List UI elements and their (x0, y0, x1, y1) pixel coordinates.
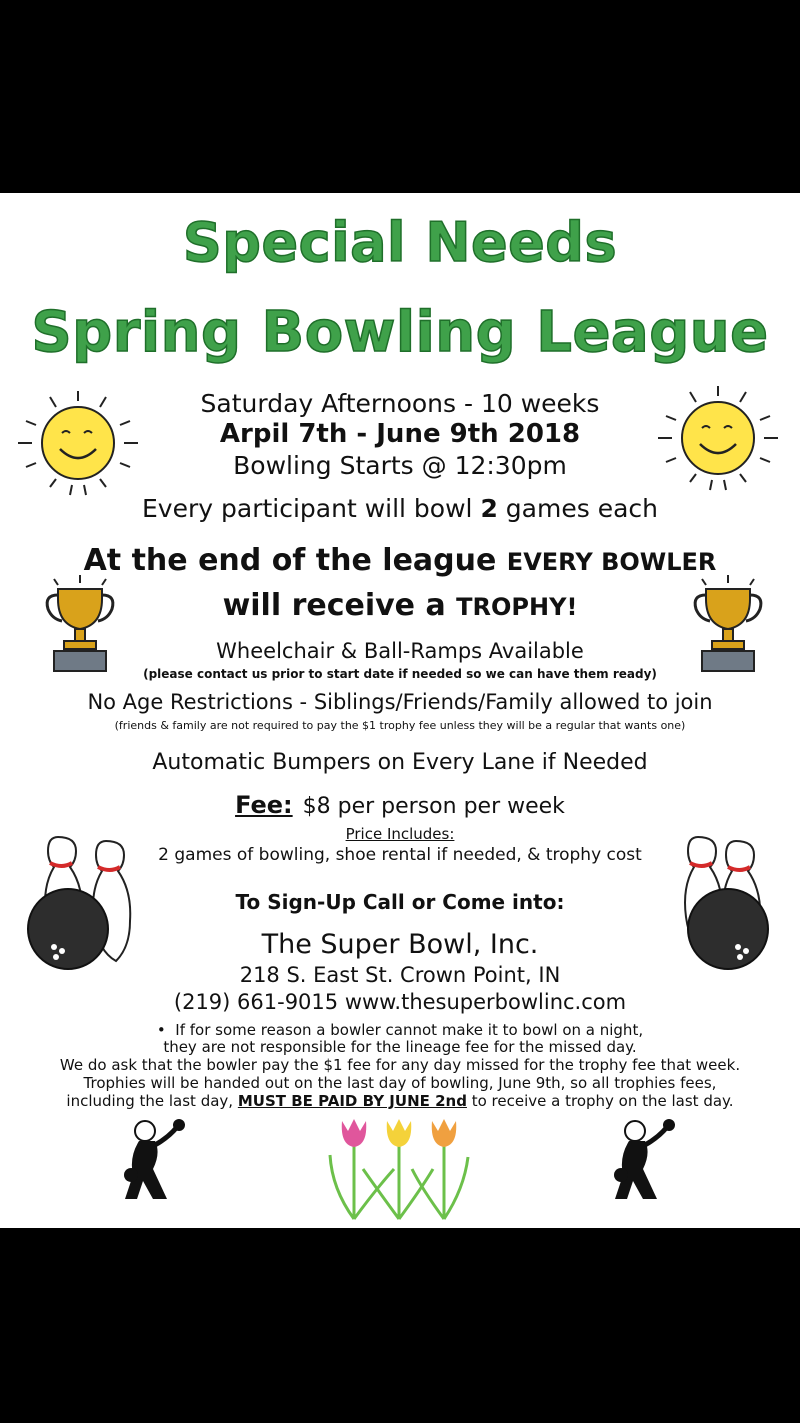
trophy-headline-2b: TROPHY! (456, 593, 578, 621)
trophy-headline-2a: will receive a (222, 588, 446, 623)
schedule-days: Saturday Afternoons - 10 weeks (200, 389, 600, 418)
note-line-5a: including the last day, (66, 1092, 234, 1110)
schedule-start-time: Bowling Starts @ 12:30pm (233, 451, 567, 480)
signup-heading: To Sign-Up Call or Come into: (235, 890, 565, 914)
note-line-3: We do ask that the bowler pay the $1 fee for any day missed for the trophy fee that week. (59, 1056, 741, 1074)
business-name: The Super Bowl, Inc. (261, 929, 539, 960)
note-line-1-text: If for some reason a bowler cannot make it to bowl on a night, (175, 1021, 644, 1039)
schedule-dates: Arpil 7th - June 9th 2018 (219, 419, 581, 449)
note-line-2: they are not responsible for the lineage fee for the missed day. (163, 1038, 637, 1056)
note-line-5 (0, 1093, 800, 1109)
games-suffix: games each (505, 494, 658, 523)
business-contact: (219) 661-9015 www.thesuperbowlinc.com (173, 990, 627, 1014)
note-line-1 (0, 1022, 800, 1038)
trophy-headline-1a: At the end of the league (83, 543, 497, 578)
games-line (0, 494, 800, 523)
business-address: 218 S. East St. Crown Point, IN (239, 963, 561, 987)
fee-label: Fee: (235, 791, 293, 819)
trophy-headline-1b: EVERY BOWLER (506, 548, 717, 576)
wheelchair-note: (please contact us prior to start date if needed so we can have them ready) (143, 667, 657, 681)
tulips-icon (326, 1115, 472, 1223)
bowler-icon-left (115, 1115, 195, 1207)
fee-line (0, 791, 800, 819)
bowler-icon-right (605, 1115, 685, 1207)
note-line-5c: to receive a trophy on the last day. (471, 1092, 734, 1110)
flyer (0, 193, 800, 1228)
games-prefix: Every participant will bowl (142, 494, 473, 523)
age-note: (friends & family are not required to pay the $1 trophy fee unless they will be a regular that wants one) (114, 719, 686, 732)
price-includes: 2 games of bowling, shoe rental if needed, & trophy cost (158, 845, 642, 865)
age-restrictions: No Age Restrictions - Siblings/Friends/Family allowed to join (87, 690, 713, 714)
wheelchair-availability: Wheelchair & Ball-Ramps Available (216, 639, 584, 663)
title-line-2: Spring Bowling League (31, 300, 769, 365)
bumpers-info: Automatic Bumpers on Every Lane if Needed (152, 750, 648, 775)
note-line-4: Trophies will be handed out on the last day of bowling, June 9th, so all trophies fees, (83, 1074, 717, 1092)
price-includes-label: Price Includes: (345, 825, 455, 843)
trophy-headline-1 (0, 543, 800, 578)
games-count: 2 (480, 494, 498, 523)
trophy-headline-2 (0, 588, 800, 623)
note-deadline: MUST BE PAID BY JUNE 2nd (237, 1092, 467, 1110)
fee-value: $8 per person per week (302, 794, 565, 819)
title-line-1: Special Needs (182, 211, 618, 274)
bullet-icon: • (156, 1021, 176, 1039)
